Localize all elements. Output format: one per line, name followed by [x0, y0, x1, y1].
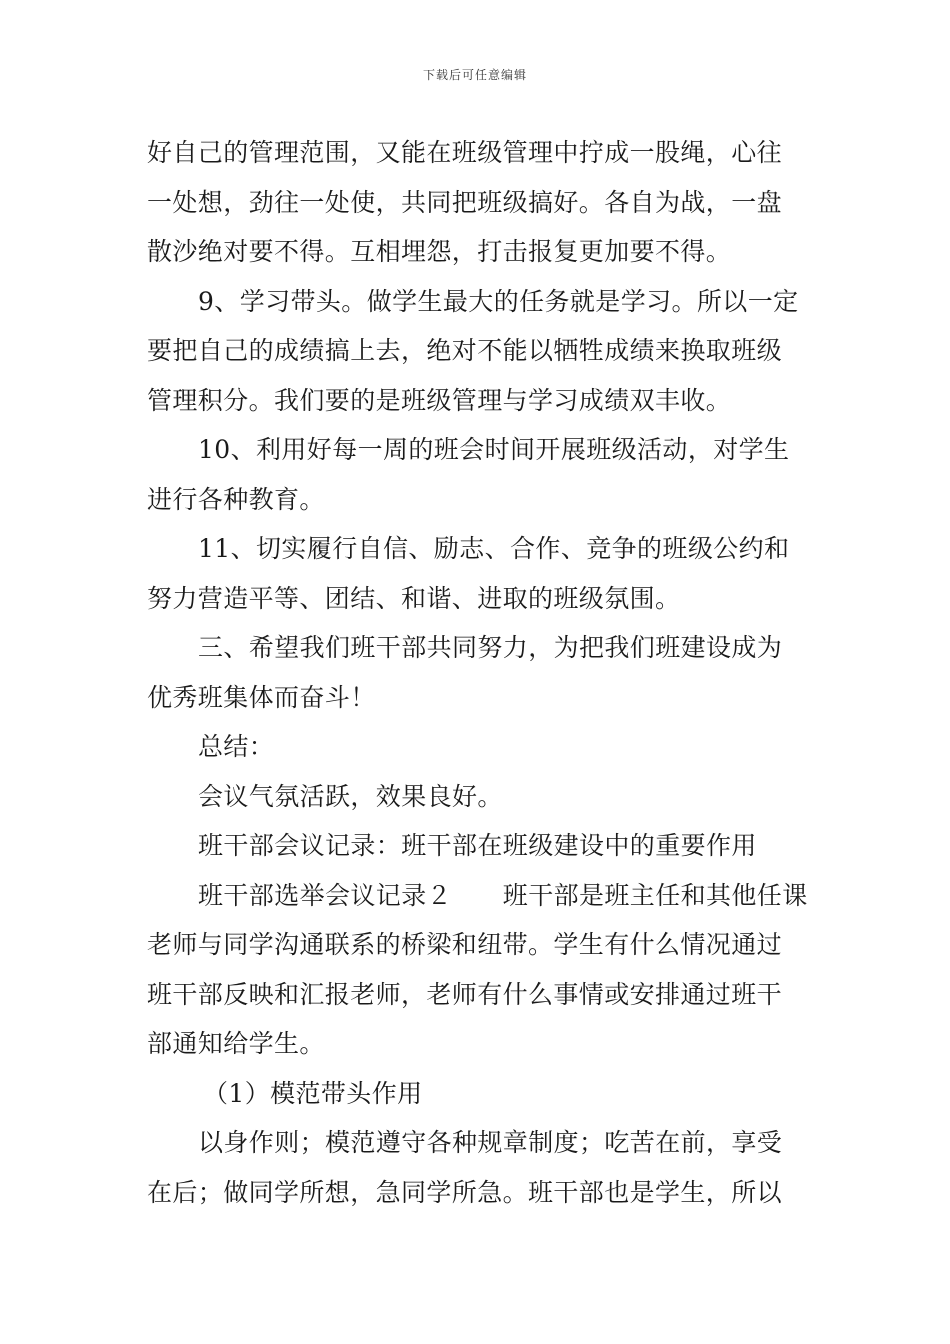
- section-title: 班干部会议记录：班干部在班级建设中的重要作用: [198, 831, 757, 860]
- summary-heading: 总结：: [198, 732, 275, 761]
- text-line: 一处想，劲往一处使，共同把班级搞好。各自为战，一盘: [147, 187, 783, 217]
- text-line: 努力营造平等、团结、和谐、进取的班级氛围。: [147, 583, 681, 613]
- text-line: 10、利用好每一周的班会时间开展班级活动，对学生: [198, 435, 790, 464]
- text-line: 优秀班集体而奋斗！: [147, 682, 376, 712]
- document-body: [147, 128, 807, 1217]
- text-line: 好自己的管理范围，又能在班级管理中拧成一股绳，心往: [147, 138, 783, 167]
- text-line: 老师与同学沟通联系的桥梁和纽带。学生有什么情况通过: [147, 930, 783, 959]
- text-line: 管理积分。我们要的是班级管理与学习成绩双丰收。: [147, 385, 732, 415]
- text-line: 部通知给学生。: [147, 1029, 325, 1058]
- text-line: 以身作则；模范遵守各种规章制度；吃苦在前，享受: [198, 1128, 783, 1157]
- text-line: 进行各种教育。: [147, 484, 325, 514]
- text-line: 散沙绝对要不得。互相埋怨，打击报复更加要不得。: [147, 237, 732, 266]
- text-line: 班干部选举会议记录２ 班干部是班主任和其他任课: [198, 880, 808, 910]
- text-line: 在后；做同学所想，急同学所急。班干部也是学生，所以: [147, 1177, 783, 1207]
- text-line: 11、切实履行自信、励志、合作、竞争的班级公约和: [198, 534, 790, 563]
- text-line: 班干部反映和汇报老师，老师有什么事情或安排通过班干: [147, 979, 783, 1009]
- text-line: 要把自己的成绩搞上去，绝对不能以牺牲成绩来换取班级: [147, 336, 783, 365]
- text-line: 会议气氛活跃，效果良好。: [198, 781, 503, 811]
- subsection-heading: （1）模范带头作用: [203, 1078, 423, 1108]
- text-line: 9、学习带头。做学生最大的任务就是学习。所以一定: [198, 286, 799, 316]
- page-header: 下载后可任意编辑: [422, 68, 527, 82]
- text-line: 三、希望我们班干部共同努力，为把我们班建设成为: [198, 633, 783, 662]
